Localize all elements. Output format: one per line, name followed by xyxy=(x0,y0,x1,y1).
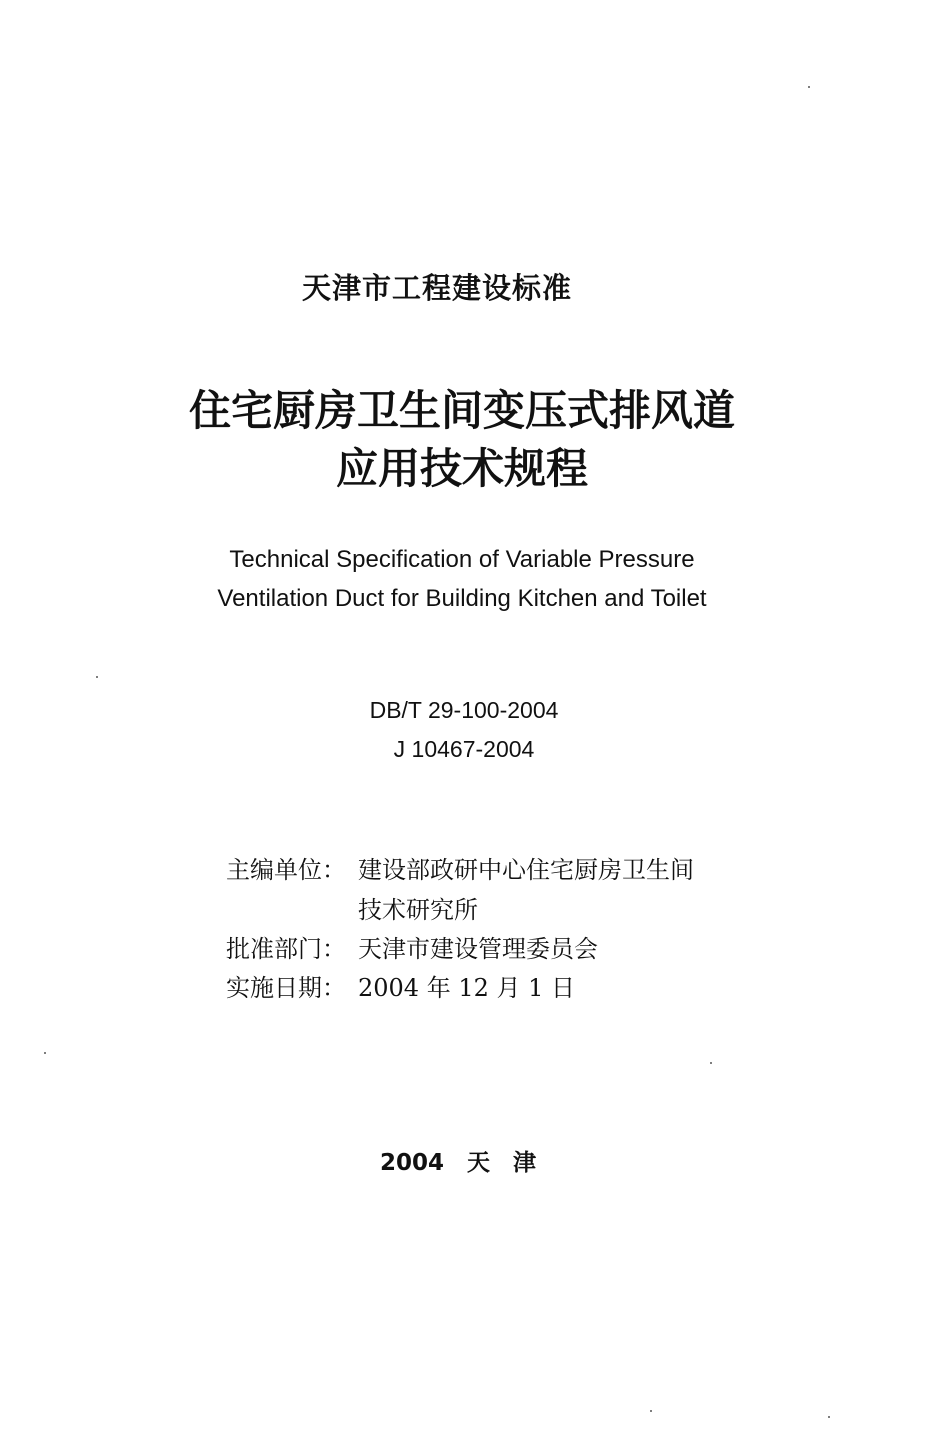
title-english-line1: Technical Specification of Variable Pressure xyxy=(229,546,695,573)
approver-label: 批准部门： xyxy=(226,935,346,963)
date-label: 实施日期： xyxy=(226,974,346,1002)
editor-value-continued: 技术研究所 xyxy=(358,896,478,924)
approver-row xyxy=(226,929,598,964)
date-row xyxy=(226,968,576,1003)
editor-value: 建设部政研中心住宅厨房卫生间 xyxy=(358,856,694,884)
editor-label: 主编单位： xyxy=(226,856,346,884)
scan-speck xyxy=(44,1052,46,1054)
publication-footer: 2004 天 津 xyxy=(380,1150,537,1176)
title-chinese-line1: 住宅厨房卫生间变压式排风道 xyxy=(188,386,735,435)
editor-row xyxy=(226,850,694,885)
record-code: J 10467-2004 xyxy=(393,736,535,762)
approver-value: 天津市建设管理委员会 xyxy=(358,935,598,963)
scan-speck xyxy=(96,676,98,678)
series-heading: 天津市工程建设标准 xyxy=(302,271,573,305)
scan-speck xyxy=(808,86,810,88)
date-value: 2004 年 12 月 1 日 xyxy=(358,974,576,1002)
scan-speck xyxy=(828,1416,830,1418)
scan-speck xyxy=(650,1410,652,1412)
standard-code: DB/T 29-100-2004 xyxy=(369,697,559,723)
title-chinese-line2: 应用技术规程 xyxy=(335,444,588,493)
scan-speck xyxy=(710,1062,712,1064)
title-english-line2: Ventilation Duct for Building Kitchen and Toilet xyxy=(217,585,707,612)
